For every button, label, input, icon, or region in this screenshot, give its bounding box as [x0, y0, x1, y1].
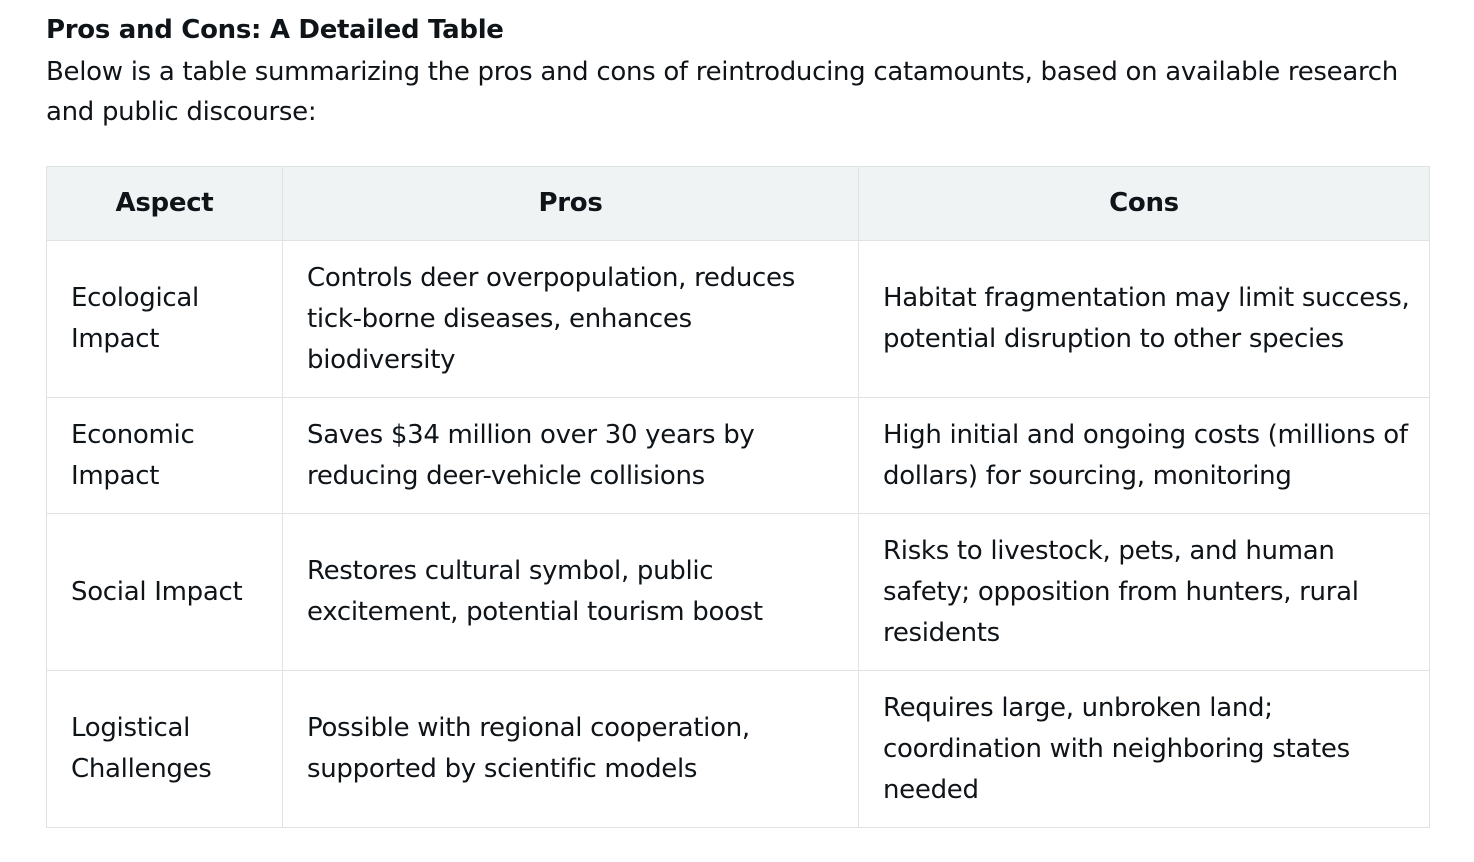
cons-cell: High initial and ongoing costs (millions of dollars) for sourcing, monitoring [859, 398, 1430, 514]
cons-cell: Risks to livestock, pets, and human safety; opposition from hunters, rural residents [859, 514, 1430, 671]
table-row [47, 671, 1430, 828]
table-row [47, 398, 1430, 514]
aspect-cell: Logistical Challenges [47, 671, 283, 828]
aspect-cell: Social Impact [47, 514, 283, 671]
column-header-aspect: Aspect [47, 167, 283, 241]
table-row [47, 241, 1430, 398]
pros-cons-table [46, 166, 1430, 828]
pros-cell: Possible with regional cooperation, supported by scientific models [283, 671, 859, 828]
cons-cell: Habitat fragmentation may limit success, potential disruption to other species [859, 241, 1430, 398]
table-row [47, 514, 1430, 671]
column-header-cons: Cons [859, 167, 1430, 241]
aspect-cell: Ecological Impact [47, 241, 283, 398]
pros-cell: Saves $34 million over 30 years by reducing deer-vehicle collisions [283, 398, 859, 514]
cons-cell: Requires large, unbroken land; coordination with neighboring states needed [859, 671, 1430, 828]
table-header-row [47, 167, 1430, 241]
pros-cell: Controls deer overpopulation, reduces tick-borne diseases, enhances biodiversity [283, 241, 859, 398]
column-header-pros: Pros [283, 167, 859, 241]
intro-paragraph: Below is a table summarizing the pros and cons of reintroducing catamounts, based on available research and public discourse: [46, 57, 1398, 127]
aspect-cell: Economic Impact [47, 398, 283, 514]
section-heading: Pros and Cons: A Detailed Table [46, 15, 504, 45]
pros-cell: Restores cultural symbol, public excitement, potential tourism boost [283, 514, 859, 671]
